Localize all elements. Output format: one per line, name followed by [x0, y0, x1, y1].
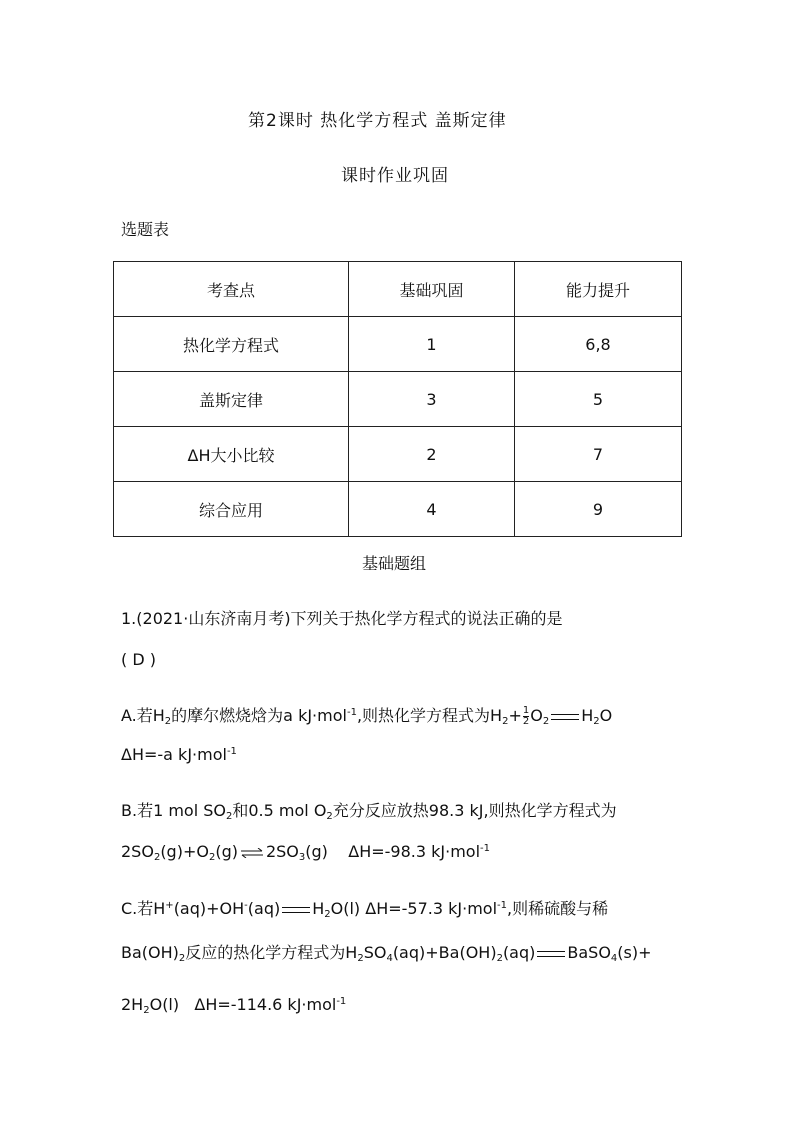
question-stem: 1.(2021·山东济南月考)下列关于热化学方程式的说法正确的是	[121, 609, 563, 628]
equals-sign	[537, 951, 565, 957]
section-title: 基础题组	[362, 554, 427, 573]
table-cell: ΔH大小比较	[114, 427, 349, 482]
table-row	[114, 372, 682, 427]
table-row	[114, 317, 682, 372]
one-half-fraction: $\frac{1}{2}$	[522, 705, 530, 727]
subtitle: 课时作业巩固	[341, 166, 449, 186]
table-row	[114, 427, 682, 482]
table-cell: 6,8	[515, 317, 682, 372]
table-header: 基础巩固	[349, 262, 515, 317]
table-cell: 1	[349, 317, 515, 372]
question-answer: ( D )	[121, 650, 156, 669]
reversible-arrow-icon	[240, 848, 264, 858]
option-b-line1: B.若1 mol $SO_2$和0.5 mol $O_2$充分反应放热98.3 kJ,则热化学方程式为	[121, 801, 617, 822]
topic-table	[113, 261, 682, 537]
table-cell: 7	[515, 427, 682, 482]
table-header: 能力提升	[515, 262, 682, 317]
table-cell: 9	[515, 482, 682, 537]
table-caption: 选题表	[121, 220, 170, 239]
lesson-title: 第2课时 热化学方程式 盖斯定律	[248, 111, 507, 131]
table-header-row	[114, 262, 682, 317]
option-c-line2: $Ba(OH)_2$反应的热化学方程式为$H_2SO_4(aq)+Ba(OH)_2(aq)$ BaSO$_4$(s)+	[121, 943, 652, 964]
option-a-line2: ΔH=-a kJ·mol$^{-1}$	[121, 745, 237, 764]
table-cell: 综合应用	[114, 482, 349, 537]
table-row	[114, 482, 682, 537]
table-header: 考查点	[114, 262, 349, 317]
option-c-line1: C.若H+(aq)+OH-(aq) $H_2O(l)$ ΔH=-57.3 kJ·mol$^{-1}$,则稀硫酸与稀	[121, 899, 609, 920]
table-cell: 5	[515, 372, 682, 427]
table-cell: 热化学方程式	[114, 317, 349, 372]
option-a-line1: A.若$H_2$的摩尔燃烧焓为a kJ·mol$^{-1}$,则热化学方程式为$H_2+$ $\frac{1}{2}$ $O_2$ $H_2O$	[121, 705, 613, 727]
table-cell: 4	[349, 482, 515, 537]
option-c-line3: $2H_2O(l)$ ΔH=-114.6 kJ·mol$^{-1}$	[121, 995, 347, 1016]
table-cell: 3	[349, 372, 515, 427]
table-cell: 2	[349, 427, 515, 482]
equals-sign	[551, 714, 579, 720]
table-cell: 盖斯定律	[114, 372, 349, 427]
equals-sign	[282, 907, 310, 913]
option-b-line2: $2SO_2(g)+O_2(g)$ $2SO_3(g)$ ΔH=-98.3 kJ·mol$^{-1}$	[121, 842, 491, 863]
